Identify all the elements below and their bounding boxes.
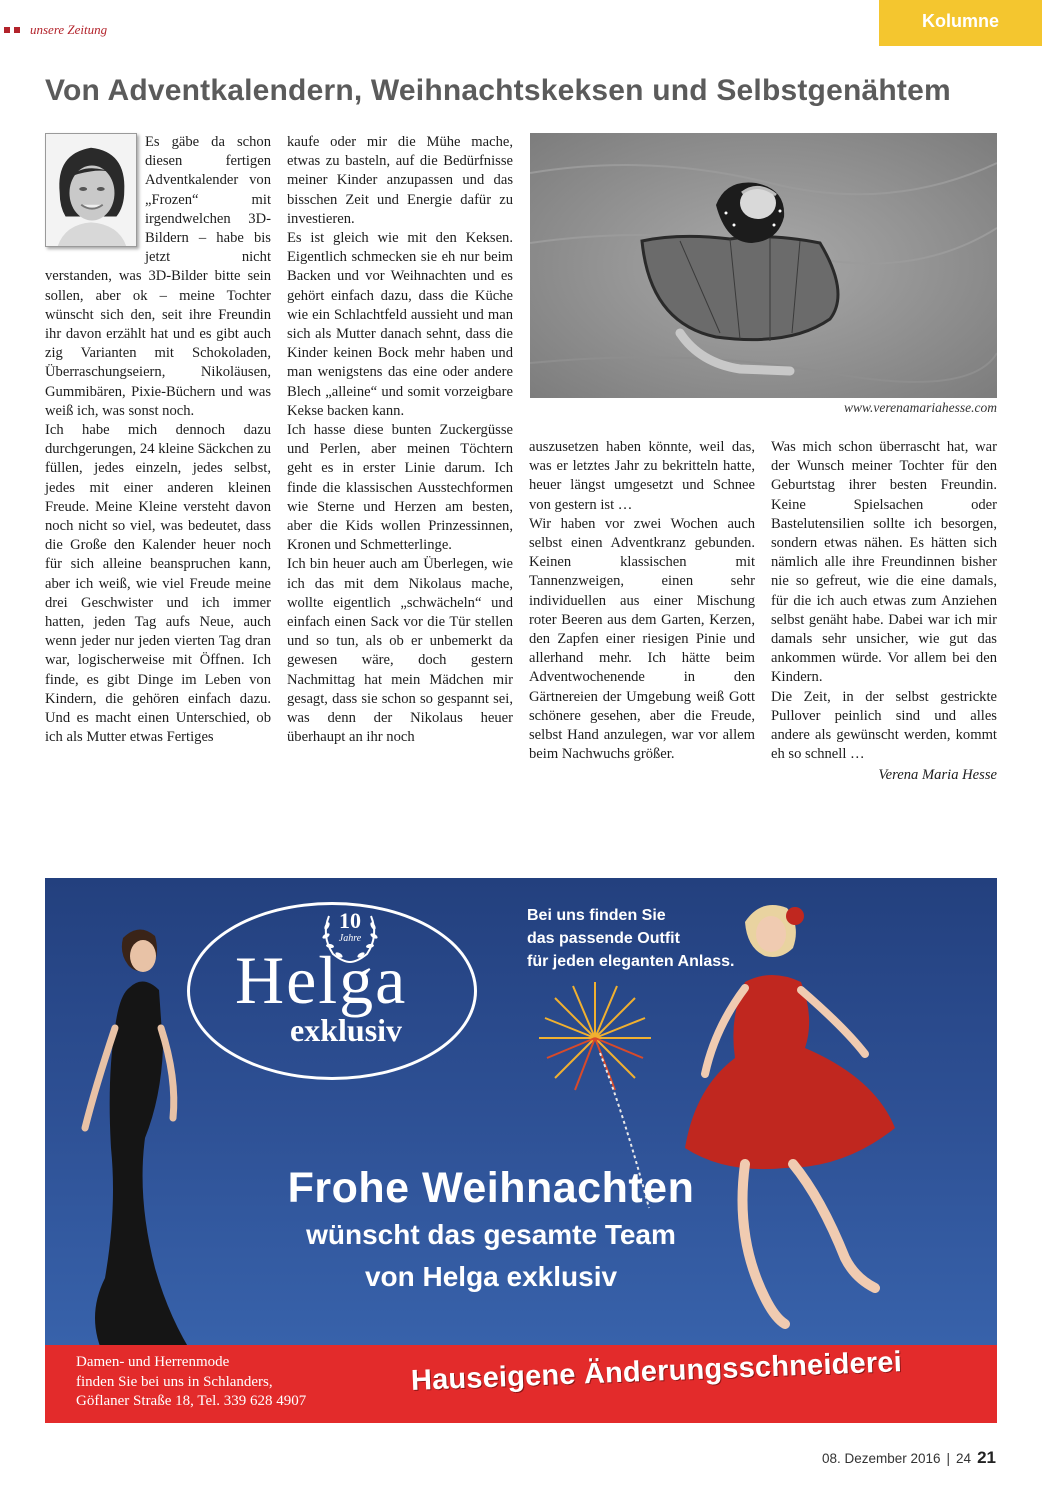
page-footer — [822, 1448, 996, 1468]
christmas-greeting-title: Frohe Weihnachten — [287, 1164, 695, 1212]
paragraph: Ich bin heuer auch am Überlegen, wie ich das mit dem Nikolaus mache, wollte eigentlich „schwächeln“ und einfach einen Sack vor die Tür stellen und so tun, als ob er unbemerkt da gewesen wäre, doch gestern Nachmittag hat mein Mädchen mir gesagt, dass sie schon so gespannt sei, was denn der Nikolaus heuer überhaupt an ihr noch — [287, 556, 513, 746]
author-byline: Verena Maria Hesse — [878, 767, 997, 784]
tagline-line: das passende Outfit — [527, 930, 680, 947]
article-column-1 — [45, 133, 271, 748]
page-number: 21 — [977, 1448, 996, 1467]
footer-separator: | — [946, 1451, 951, 1466]
rubric-tab: Kolumne — [879, 0, 1042, 46]
brand-square-icon — [4, 27, 10, 33]
anniversary-word: Jahre — [338, 933, 362, 944]
address-line: Göflaner Straße 18, Tel. 339 628 4907 — [76, 1393, 307, 1409]
paragraph: Die Zeit, in der selbst gestrickte Pullover peinlich sind und alles andere als gewünscht werden, kommt eh so schnell … — [771, 688, 997, 763]
logo-name: Helga — [235, 942, 408, 1018]
publication-mark — [4, 22, 107, 38]
address-line: Damen- und Herrenmode — [76, 1354, 230, 1370]
logo-subtitle: exklusiv — [290, 1012, 403, 1048]
brand-square-icon — [14, 27, 20, 33]
article-column-4 — [771, 438, 997, 786]
store-address — [76, 1353, 306, 1412]
paragraph: Wir haben vor zwei Wochen auch selbst einen Adventkranz gebunden. Keinen klassischen mit Tannenzweigen, einen sehr individuellen aus einer Mischung roter Beeren aus dem Garten, Kerzen, den Zapfen einer riesigen Pinie und allerhand mehr. Ich hätte beim Adventwochenende in den Gärtnereien der Umgebung weiß Gott schönere gesehen, aber die Freude, selbst Hand anzulegen, war vor allem beim Nachwuchs größer. — [529, 515, 755, 763]
paragraph: Ich hasse diese bunten Zuckergüsse und Perlen, aber meinen Töchtern geht es in erster Linie darum. Ich finde die klassischen Ausstechformen wie Sterne und Herzen am besten, aber die Kids wollen Prinzessinnen, Kronen und Schmetterlinge. — [287, 422, 513, 554]
christmas-greeting-line: wünscht das gesamte Team — [306, 1219, 676, 1250]
tagline-line: für jeden eleganten Anlass. — [527, 953, 735, 970]
author-portrait — [45, 133, 137, 247]
article-column-2 — [287, 133, 513, 748]
ad-tagline — [527, 904, 787, 973]
ad-footer-bar — [45, 1345, 997, 1423]
paragraph: Ich habe mich dennoch dazu durchgerungen, 24 kleine Säckchen zu füllen, jedes einzeln, jedes selbst, jedes mit einer anderen kleinen Freude. Meine Kleine versteht davon noch nicht so viel, was bedeutet, dass die Große den Kalender heuer noch für sich alleine beanspruchen kann, aber ich weiß, wie viel Freude meine drei Geschwister und ich immer hatten, jeden Tag aufs Neue, auch wenn jeder nur jeden vierten Tag dran war, logischerweise mit Öffnen. Ich finde, es gibt Dinge im Leben von Kindern, die gehören einfach dazu. Und es macht einen Unterschied, ob ich als Mutter etwas Fertiges — [45, 422, 271, 746]
christmas-greeting-line: von Helga exklusiv — [364, 1261, 618, 1292]
woman-black-dress-illustration — [85, 929, 195, 1358]
photo-credit: www.verenamariahesse.com — [844, 400, 997, 415]
issue-date: 08. Dezember 2016 — [821, 1451, 941, 1466]
address-line: finden Sie bei uns in Schlanders, — [76, 1373, 273, 1390]
issue-number: 24 — [956, 1451, 972, 1466]
paragraph: kaufe oder mir die Mühe mache, etwas zu basteln, auf die Bedürfnisse meiner Kinder anzupassen und das bisschen Zeit und Energie dafür zu investieren. — [287, 134, 513, 227]
tagline-line: Bei uns finden Sie — [527, 907, 666, 924]
article-title: Von Adventkalendern, Weihnachtskeksen und Selbstgenähtem — [45, 74, 951, 107]
anniversary-number: 10 — [339, 908, 361, 933]
paragraph: auszusetzen haben könnte, weil das, was er letztes Jahr zu bekritteln hatte, heuer längst umgesetzt und Schnee von gestern ist … — [529, 439, 755, 513]
paragraph: Es ist gleich wie mit den Keksen. Eigentlich schmecken sie eh nur beim Backen und vor Weihnachten und es gehört einfach dazu, dass die Küche wie ein Schlachtfeld aussieht und man sich als Mutter danach sehnt, dass die Kinder keinen Bock mehr haben und man wenigstens das eine oder andere Blech „alleine“ und somit vorzeigbare Kekse backen kann. — [287, 230, 513, 419]
advertisement[interactable] — [45, 878, 997, 1423]
publication-name: unsere Zeitung — [30, 22, 108, 37]
article-photo — [530, 133, 997, 398]
paragraph: Was mich schon überrascht hat, war der Wunsch meiner Tochter für den Geburtstag ihrer besten Freundin. Keine Spielsachen oder Bastelutensilien sollte ich besorgen, sondern etwas nähen. Es hätten sich nämlich alle ihre Freundinnen bisher nie so gefreut, wie die eine damals, für die ich auch etwas zum Anziehen selbst genäht habe. Dabei war ich mir damals sehr unsicher, wie gut das ankommen würde. Vor allem bei den Kindern. — [771, 439, 997, 686]
article-column-3 — [529, 438, 755, 764]
tailoring-slogan: Hauseigene Änderungsschneiderei — [410, 1346, 903, 1397]
paragraph: Es gäbe da schon diesen fertigen Adventkalender von „Frozen“ mit irgendwelchen 3D-Bildern – habe bis jetzt nicht verstanden, was 3D-Bilder bitte sein sollen, aber ok – meine Tochter wünscht sich den, seit ihre Freundin ihr davon erzählt hat und es gibt auch zig Varianten mit Schokoladen, Überraschungseiern, Nikoläusen, Gummibären, Pixie-Büchern und was weiß ich, was sonst noch. — [45, 134, 271, 419]
